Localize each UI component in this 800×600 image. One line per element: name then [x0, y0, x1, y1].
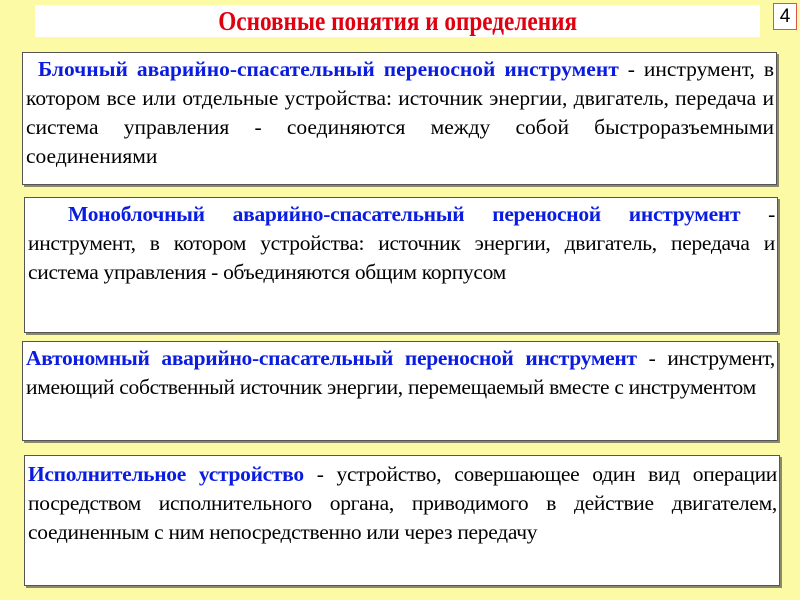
definition-box-actuator: [24, 455, 780, 586]
definition-term: Блочный аварийно-спасательный переносной инструмент: [38, 57, 619, 81]
page-number: 4: [773, 3, 797, 30]
definition-text: - инструмент, в котором устройства: источник энергии, двигатель, передача и система управления - объединяются общим корпусом: [28, 202, 776, 284]
definition-paragraph: [26, 344, 775, 402]
definition-text: - инструмент, имеющий собственный источник энергии, перемещаемый вместе с инструментом: [26, 346, 775, 399]
definition-text: - инструмент, в котором все или отдельные устройства: источник энергии, двигатель, передача и система управления - соединяются между собой быстроразъемными соединениями: [26, 57, 774, 168]
definition-term: Исполнительное устройство: [28, 462, 304, 486]
slide-title-bar: [35, 5, 760, 37]
definition-term: Моноблочный аварийно-спасательный переносной инструмент: [68, 202, 741, 226]
definition-text: - устройство, совершающее один вид операции посредством исполнительного органа, приводимого в действие двигателем, соединенным с ним непосредственно или через передачу: [28, 462, 777, 544]
slide-title: Основные понятия и определения: [218, 5, 577, 36]
definition-term: Автономный аварийно-спасательный переносной инструмент: [26, 346, 637, 370]
definition-paragraph: [26, 55, 774, 171]
definition-box-autonomous-tool: [22, 341, 778, 441]
definition-paragraph: [28, 200, 775, 287]
definition-box-block-tool: [22, 52, 777, 185]
definition-box-monoblock-tool: [24, 197, 778, 333]
definition-paragraph: [28, 460, 777, 547]
